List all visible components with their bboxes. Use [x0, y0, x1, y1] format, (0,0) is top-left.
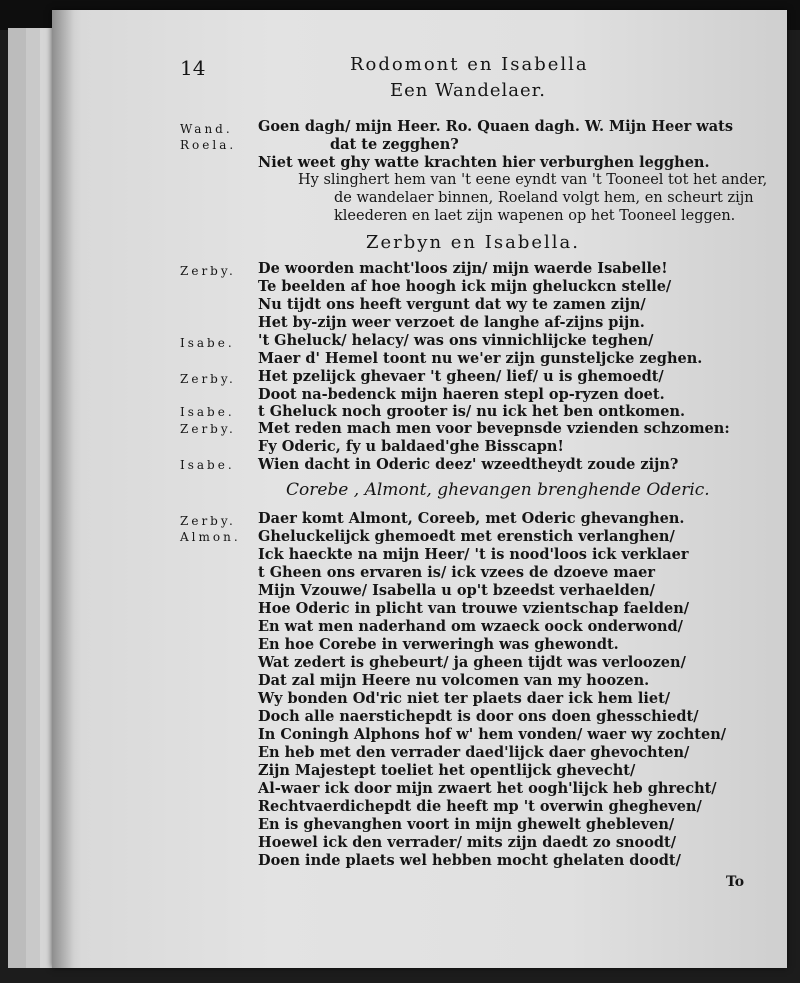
stage-direction: de wandelaer binnen, Roeland volgt hem, en scheurt zijn [334, 190, 754, 206]
scene-title: Corebe , Almont, ghevangen brenghende Oderic. [286, 480, 710, 500]
verse-line: Ick haeckte na mijn Heer/ 't is nood'loos ick verklaer [258, 546, 689, 563]
catchword: To [726, 874, 745, 890]
stage-direction: kleederen en laet zijn wapenen op het Tooneel leggen. [334, 208, 736, 224]
verse-line: Doen inde plaets wel hebben mocht ghelaten doodt/ [258, 852, 681, 869]
verse-line: Maer d' Hemel toont nu we'er zijn gunsteljcke zeghen. [258, 350, 703, 367]
running-head: Rodomont en Isabella [350, 54, 589, 75]
verse-line: En is ghevanghen voort in mijn ghewelt ghebleven/ [258, 816, 675, 833]
verse-line: t Gheluck noch grooter is/ nu ick het ben ontkomen. [258, 403, 686, 420]
verse-line: Al-waer ick door mijn zwaert het oogh'lijck heb ghrecht/ [258, 780, 717, 797]
verse-line: 't Gheluck/ helacy/ was ons vinnichlijcke teghen/ [258, 332, 654, 349]
speaker-label: Isabe. [180, 336, 235, 350]
scene-title: Een Wandelaer. [390, 80, 547, 101]
verse-line: De woorden macht'loos zijn/ mijn waerde Isabelle! [258, 260, 668, 277]
verse-line: Te beelden af hoe hoogh ick mijn gheluckcn stelle/ [258, 278, 672, 295]
verse-line: Goen dagh/ mijn Heer. Ro. Quaen dagh. W. Mijn Heer wats [258, 118, 734, 135]
verse-line: En heb met den verrader daed'lijck daer ghevochten/ [258, 744, 690, 761]
verse-line: Het pzelijck ghevaer 't gheen/ lief/ u is ghemoedt/ [258, 368, 664, 385]
speaker-label: Zerby. [180, 514, 236, 528]
verse-line: Wy bonden Od'ric niet ter plaets daer ick hem liet/ [258, 690, 671, 707]
verse-line: Doch alle naerstichepdt is door ons doen ghesschiedt/ [258, 708, 699, 725]
verse-line: Fy Oderic, fy u baldaed'ghe Bisscapn! [258, 438, 564, 455]
verse-line: Doot na-bedenck mijn haeren stepl op-ryzen doet. [258, 386, 665, 403]
verse-line: Gheluckelijck ghemoedt met erenstich verlanghen/ [258, 528, 675, 545]
speaker-label: Zerby. [180, 422, 236, 436]
verse-line: Wien dacht in Oderic deez' wzeedtheydt zoude zijn? [258, 456, 679, 473]
speaker-label: Isabe. [180, 405, 235, 419]
page-number: 14 [180, 56, 206, 80]
stage-direction: Hy slinghert hem van 't eene eyndt van 't Tooneel tot het ander, [298, 172, 768, 188]
scene-title: Zerbyn en Isabella. [366, 232, 580, 253]
verse-line: Het by-zijn weer verzoet de langhe af-zijns pijn. [258, 314, 645, 331]
page-gutter-shadow [52, 10, 74, 968]
verse-line: Wat zedert is ghebeurt/ ja gheen tijdt was verloozen/ [258, 654, 686, 671]
verse-line: Met reden mach men voor bevepnsde vzienden schzomen: [258, 420, 730, 437]
verse-line: Dat zal mijn Heere nu volcomen van my hoozen. [258, 672, 650, 689]
verse-line: Niet weet ghy watte krachten hier verburghen legghen. [258, 154, 710, 171]
verse-line: In Coningh Alphons hof w' hem vonden/ waer wy zochten/ [258, 726, 727, 743]
verse-line: En hoe Corebe in verweringh was ghewondt. [258, 636, 619, 653]
verse-line: En wat men naderhand om wzaeck oock onderwond/ [258, 618, 683, 635]
verse-line: Rechtvaerdichepdt die heeft mp 't overwin ghegheven/ [258, 798, 702, 815]
speaker-label: Zerby. [180, 264, 236, 278]
verse-line: Mijn Vzouwe/ Isabella u op't bzeedst verhaelden/ [258, 582, 655, 599]
speaker-label: Wand. [180, 122, 233, 136]
verse-line: Daer komt Almont, Coreeb, met Oderic ghevanghen. [258, 510, 685, 527]
verse-line: Nu tijdt ons heeft vergunt dat wy te zamen zijn/ [258, 296, 646, 313]
verse-line: t Gheen ons ervaren is/ ick vzees de dzoeve maer [258, 564, 656, 581]
verse-line: Zijn Majestept toeliet het opentlijck ghevecht/ [258, 762, 636, 779]
verse-line: Hoe Oderic in plicht van trouwe vzientschap faelden/ [258, 600, 690, 617]
speaker-label: Zerby. [180, 372, 236, 386]
speaker-label: Isabe. [180, 458, 235, 472]
speaker-label: Roela. [180, 138, 237, 152]
speaker-label: Almon. [180, 530, 241, 544]
verse-line: Hoewel ick den verrader/ mits zijn daedt zo snoodt/ [258, 834, 677, 851]
verse-line: dat te zegghen? [330, 136, 459, 153]
